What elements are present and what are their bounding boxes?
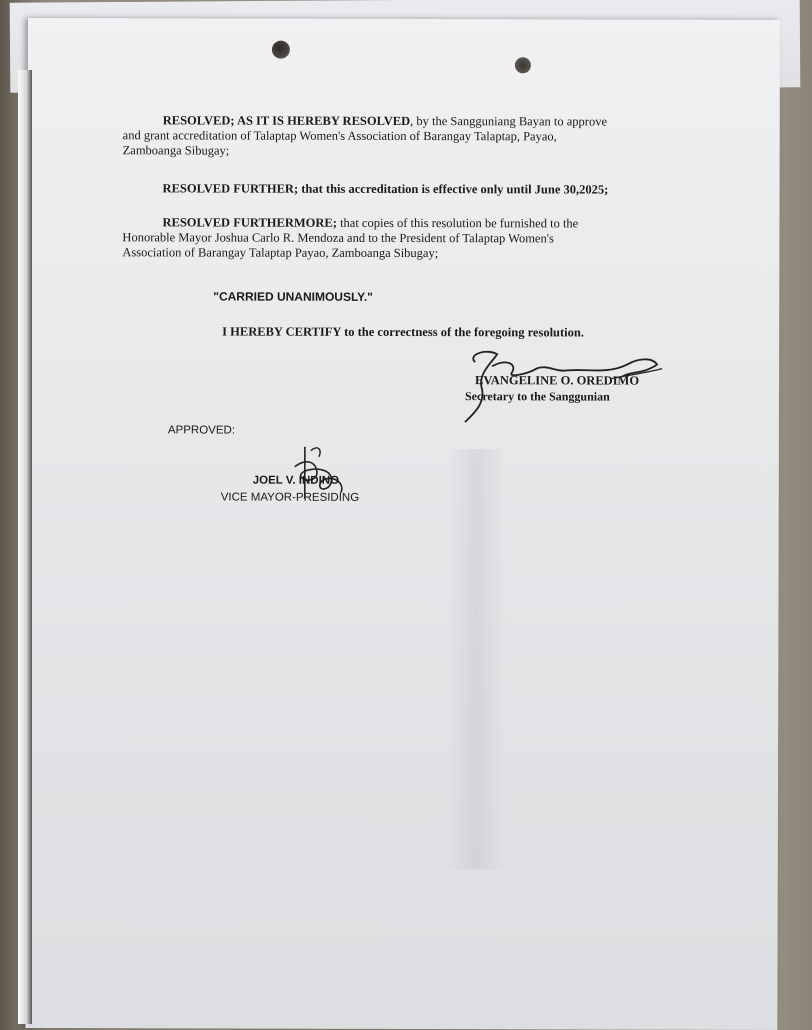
- secretary-title: Secretary to the Sanggunian: [464, 389, 610, 404]
- certify-lead: I HEREBY CERTIFY: [222, 324, 341, 339]
- resolved-further-paragraph: [163, 181, 703, 197]
- sheet-edge: [18, 70, 32, 1024]
- punch-hole: [515, 57, 531, 73]
- resolved-further-text: that this accreditation is effective only until June 30,2025;: [301, 181, 609, 197]
- secretary-name: EVANGELINE O. OREDIMO: [475, 373, 640, 388]
- vice-mayor-title: VICE MAYOR-PRESIDING: [220, 491, 360, 504]
- resolved-further-lead: RESOLVED FURTHER;: [162, 181, 299, 196]
- resolved-furthermore-lead: RESOLVED FURTHERMORE;: [162, 215, 337, 230]
- resolved-furthermore-paragraph: [122, 215, 682, 261]
- resolved-paragraph: [123, 113, 683, 159]
- vice-mayor-name: JOEL V. INDINO: [252, 474, 340, 487]
- punch-hole: [272, 41, 290, 59]
- resolved-line3: Zamboanga Sibugay;: [122, 143, 230, 158]
- document-page: [25, 18, 780, 1030]
- carried-unanimously: "CARRIED UNANIMOUSLY.": [213, 289, 373, 304]
- resolved-furthermore-line2: Honorable Mayor Joshua Carlo R. Mendoza and to the President of Talaptap Women's: [122, 230, 554, 246]
- resolved-line1: , by the Sangguniang Bayan to approve: [410, 114, 608, 129]
- certify-text: to the correctness of the foregoing resolution.: [344, 324, 585, 340]
- resolved-line2: and grant accreditation of Talaptap Women's Association of Barangay Talaptap, Payao,: [122, 128, 557, 144]
- resolved-lead: RESOLVED; AS IT IS HEREBY RESOLVED: [162, 113, 411, 129]
- approved-label: APPROVED:: [167, 424, 236, 437]
- resolved-furthermore-line1: that copies of this resolution be furnished to the: [340, 215, 579, 231]
- bleed-through: [446, 449, 507, 869]
- resolved-furthermore-line3: Association of Barangay Talaptap Payao, Zamboanga Sibugay;: [122, 245, 439, 261]
